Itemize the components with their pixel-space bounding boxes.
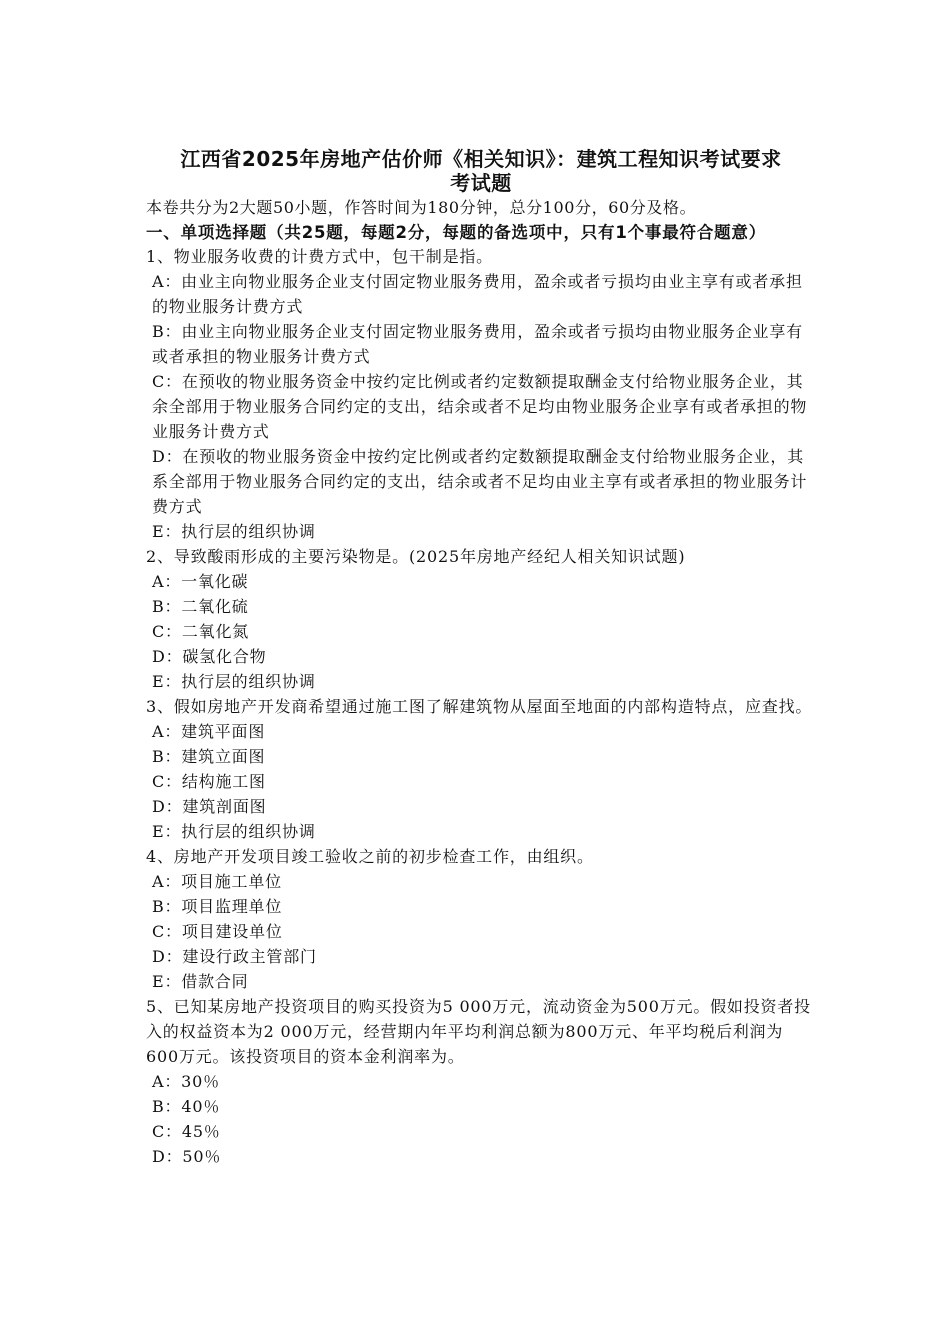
option-c: C：项目建设单位 [152, 922, 283, 941]
question-stem: 2、导致酸雨形成的主要污染物是。(2025年房地产经纪人相关知识试题) [146, 547, 686, 566]
question-stem: 5、已知某房地产投资项目的购买投资为5 000万元，流动资金为500万元。假如投资者投入的权益资本为2 000万元，经营期内年平均利润总额为800万元、年平均税后利润为600万元。该投资项目的资本金利润率为。 [146, 997, 811, 1066]
question-stem: 1、物业服务收费的计费方式中，包干制是指。 [146, 247, 493, 266]
option-b: B：40％ [152, 1097, 221, 1116]
option-a: A：30％ [152, 1072, 220, 1091]
question-3 [146, 694, 816, 844]
document-content [146, 147, 816, 1169]
option-a: A：建筑平面图 [152, 722, 266, 741]
question-2 [146, 544, 816, 694]
option-b: B：建筑立面图 [152, 747, 266, 766]
title-line-2: 考试题 [450, 171, 512, 195]
option-d: D：在预收的物业服务资金中按约定比例或者约定数额提取酬金支付给物业服务企业，其系全部用于物业服务合同约定的支出，结余或者不足均由业主享有或者承担的物业服务计费方式 [152, 447, 808, 516]
question-1 [146, 244, 816, 544]
option-c: C：结构施工图 [152, 772, 266, 791]
title-line-1: 江西省2025年房地产估价师《相关知识》：建筑工程知识考试要求 [180, 147, 782, 171]
option-d: D：碳氢化合物 [152, 647, 267, 666]
option-b: B：二氧化硫 [152, 597, 249, 616]
option-e: E：执行层的组织协调 [152, 522, 316, 541]
option-d: D：建设行政主管部门 [152, 947, 317, 966]
question-stem: 3、假如房地产开发商希望通过施工图了解建筑物从屋面至地面的内部构造特点，应查找。 [146, 697, 813, 716]
question-5 [146, 994, 816, 1169]
option-e: E：执行层的组织协调 [152, 672, 316, 691]
option-c: C：在预收的物业服务资金中按约定比例或者约定数额提取酬金支付给物业服务企业，其余全部用于物业服务合同约定的支出，结余或者不足均由物业服务企业享有或者承担的物业服务计费方式 [152, 372, 808, 441]
option-b: B：项目监理单位 [152, 897, 283, 916]
exam-intro: 本卷共分为2大题50小题，作答时间为180分钟，总分100分，60分及格。 [146, 198, 697, 217]
option-c: C：45％ [152, 1122, 221, 1141]
option-b: B：由业主向物业服务企业支付固定物业服务费用，盈余或者亏损均由物业服务企业享有或者承担的物业服务计费方式 [152, 322, 803, 366]
option-a: A：一氧化碳 [152, 572, 249, 591]
option-d: D：50％ [152, 1147, 222, 1166]
option-e: E：执行层的组织协调 [152, 822, 316, 841]
document-title [146, 147, 816, 195]
section-heading-single-choice: 一、单项选择题（共25题，每题2分，每题的备选项中，只有1个事最符合题意） [146, 223, 767, 242]
question-4 [146, 844, 816, 994]
option-c: C：二氧化氮 [152, 622, 250, 641]
option-e: E：借款合同 [152, 972, 249, 991]
option-a: A：由业主向物业服务企业支付固定物业服务费用，盈余或者亏损均由业主享有或者承担的物业服务计费方式 [152, 272, 803, 316]
question-stem: 4、房地产开发项目竣工验收之前的初步检查工作，由组织。 [146, 847, 594, 866]
option-d: D：建筑剖面图 [152, 797, 267, 816]
option-a: A：项目施工单位 [152, 872, 282, 891]
